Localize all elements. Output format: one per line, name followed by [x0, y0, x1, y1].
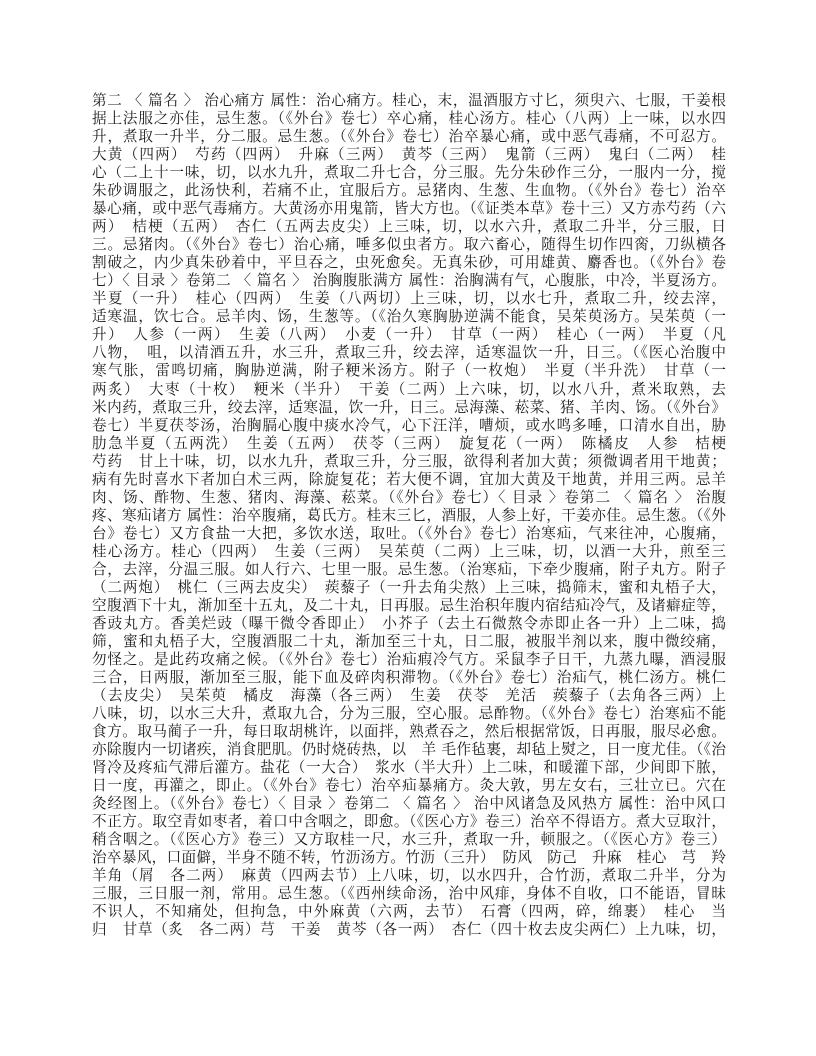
text-line: 米内药，煮取三升，绞去滓，适寒温，饮一升，日三。忌海藻、菘菜、猪、羊肉、饧。（《外台》 [92, 398, 726, 416]
text-line: 适寒温，饮七合。忌羊肉、饧，生葱等。（《治久寒胸胁逆满不能食，吴茱萸汤方。吴茱萸（一 [92, 308, 726, 326]
text-line: 据上法服之亦佳，忌生葱。（《外台》卷七）卒心痛，桂心汤方。桂心（八两）上一味，以水四 [92, 110, 726, 128]
text-line: 食方。取马蔺子一升，每日取胡桃许，以面拌，熟煮吞之，然后根据常饭，日再服，服尽必愈。 [92, 723, 726, 741]
text-line: 三。忌猪肉。（《外台》卷七）治心痛，唾多似虫者方。取六畜心，随得生切作四脔，刀纵横各 [92, 236, 726, 254]
text-line: 大黄（四两） 芍药（四两） 升麻（三两） 黄芩（三两） 鬼箭（三两） 鬼臼（二两） 桂 [92, 146, 726, 164]
text-line: 灸经图上。（《外台》卷七）〈 目录 〉卷第二 〈 篇名 〉 治中风诸急及风热方 属性：治中风口 [92, 795, 726, 813]
text-line: 合，去滓，分温三服。如人行六、七里一服。忌生葱。（治寒疝，下牵少腹痛，附子丸方。附子 [92, 560, 726, 578]
text-line: 勿怪之。是此药攻痛之候。（《外台》卷七）治疝瘕冷气方。采鼠李子日干，九蒸九曝，酒浸服 [92, 650, 726, 668]
text-line: 肾冷及疼疝气滞后灌方。盐花（一大合） 浆水（半大升）上二味，和暖灌下部，少间即下脓， [92, 759, 726, 777]
text-line: 病有先时喜水下者加白术三两，除旋复花；若大便不调，宜加大黄及干地黄，并用三两。忌羊 [92, 470, 726, 488]
text-line: 筛，蜜和丸梧子大，空腹酒服二十丸，渐加至三十丸，日二服，被服半剂以来，腹中微绞痛， [92, 632, 726, 650]
text-line: 七）〈 目录 〉卷第二 〈 篇名 〉 治胸腹胀满方 属性：治胸满有气，心腹胀，中冷，半夏汤方。 [92, 272, 726, 290]
text-line: 三服，三日服一剂，常用。忌生葱。（《西州续命汤，治中风痱，身体不自收，口不能语，冒昧 [92, 885, 726, 903]
text-line: 升，煮取一升半，分二服。忌生葱。（《外台》卷七）治卒暴心痛，或中恶气毒痛，不可忍方。 [92, 128, 726, 146]
text-line: 三合，日两服，渐加至三服，能下血及碎肉积滞物。（《外台》卷七）治疝气，桃仁汤方。桃仁 [92, 669, 726, 686]
text-line: 八味，切，以水三大升，煮取九合，分为三服，空心服。忌酢物。（《外台》卷七）治寒疝不能 [92, 705, 726, 723]
text-line: 肉、饧、酢物、生葱、猪肉、海藻、菘菜。（《外台》卷七）〈 目录 〉卷第二 〈 篇名 〉 治腹 [92, 488, 726, 506]
text-line: 两炙） 大枣（十枚） 粳米（半升） 干姜（二两）上六味，切，以水八升，煮米取熟，去 [92, 380, 726, 398]
text-line: 桂心汤方。桂心（四两） 生姜（三两） 吴茱萸（二两）上三味，切，以酒一大升，煎至三 [92, 542, 726, 560]
text-line: 半夏（一升） 桂心（四两） 生姜（八两切）上三味，切，以水七升，煮取二升，绞去滓， [92, 290, 726, 308]
text-line: 不正方。取空青如枣者，着口中含咽之，即愈。（《医心方》卷三）治卒不得语方。煮大豆取汁， [92, 813, 726, 831]
text-line: 疼、寒疝诸方 属性：治卒腹痛，葛氏方。桂末三匕，酒服，人参上好，干姜亦佳。忌生葱。（《外 [92, 506, 726, 524]
text-line: 不识人，不知痛处，但拘急，中外麻黄（六两，去节） 石膏（四两，碎，绵裹） 桂心 当 [92, 903, 726, 921]
text-line: 空腹酒下十丸，渐加至十五丸，及二十丸，日再服。忌生治积年腹内宿结疝冷气，及诸癖症等， [92, 596, 726, 614]
text-line: 八物， 咀，以清酒五升，水三升，煮取三升，绞去滓，适寒温饮一升，日三。（《医心治腹中 [92, 344, 726, 362]
text-line: 稍含咽之。（《医心方》卷三）又方取桂一尺，水三升，煮取一升，顿服之。（《医心方》卷三） [92, 831, 726, 849]
text-line: 卷七）半夏茯苓汤，治胸膈心腹中痰水冷气，心下汪洋，嘈烦，或水鸣多唾，口清水自出，胁 [92, 416, 726, 434]
text-line: 香豉丸方。香美烂豉（曝干微令香即止） 小芥子（去土石微熬令赤即止各一升）上二味，捣 [92, 614, 726, 632]
text-line: 治卒暴风，口面僻，半身不随不转，竹沥汤方。竹沥（三升） 防风 防己 升麻 桂心 芎 羚 [92, 849, 726, 867]
text-line: 芍药 甘上十味，切，以水九升，煮取三升，分三服，欲得利者加大黄；须微调者用干地黄； [92, 452, 726, 470]
text-line: 羊角（屑 各二两） 麻黄（四两去节）上八味，切，以水四升，合竹沥，煮取二升半，分为 [92, 867, 726, 885]
document-body [92, 92, 726, 939]
text-line: 寒气胀，雷鸣切痛，胸胁逆满，附子粳米汤方。附子（一枚炮） 半夏（半升洗） 甘草（一 [92, 362, 726, 380]
text-line: 肋急半夏（五两洗） 生姜（五两） 茯苓（三两） 旋复花（一两） 陈橘皮 人参 桔梗 [92, 434, 726, 452]
text-line: 朱砂调服之，此汤快利，若痛不止，宜服后方。忌猪肉、生葱、生血物。（《外台》卷七）治卒 [92, 182, 726, 200]
text-line: 割破之，内少真朱砂着中，平旦吞之，虫死愈矣。无真朱砂，可用雄黄、麝香也。（《外台》卷 [92, 254, 726, 272]
text-line: 亦除腹内一切诸疾，消食肥肌。仍时烧砖热，以 羊 毛作毡裹，却毡上熨之，日一度尤佳。（《治 [92, 741, 726, 759]
text-line: （二两炮） 桃仁（三两去皮尖） 蒺藜子（一升去角尖熬）上三味，捣筛末，蜜和丸梧子大， [92, 578, 726, 596]
text-line: 归 甘草（炙 各二两）芎 干姜 黄芩（各一两） 杏仁（四十枚去皮尖两仁）上九味，切， [92, 921, 726, 939]
text-line: 暴心痛，或中恶气毒痛方。大黄汤亦用鬼箭，皆大方也。（《证类本草》卷十三）又方赤芍药（六 [92, 200, 726, 218]
text-line: 第二 〈 篇名 〉 治心痛方 属性：治心痛方。桂心，末，温酒服方寸匕，须臾六、七服，干姜根 [92, 92, 726, 109]
text-line: 日一度，再灌之，即止。（《外台》卷七）治卒疝暴痛方。灸大敦，男左女右，三壮立已。穴在 [92, 777, 726, 795]
text-line: 台》卷七）又方食盐一大把，多饮水送，取吐。（《外台》卷七）治寒疝，气来往冲，心腹痛， [92, 524, 726, 542]
text-line: 升） 人参（一两） 生姜（八两） 小麦（一升） 甘草（一两） 桂心（一两） 半夏（凡 [92, 326, 726, 344]
text-line: （去皮尖） 吴茱萸 橘皮 海藻（各三两） 生姜 茯苓 羌活 蒺藜子（去角各三两）上 [92, 687, 726, 705]
text-line: 心（二上十一味，切，以水九升，煮取二升七合，分三服。先分朱砂作三分，一服内一分，搅 [92, 164, 726, 182]
text-line: 两） 桔梗（五两） 杏仁（五两去皮尖）上三味，切，以水六升，煮取二升半，分三服，日 [92, 218, 726, 236]
